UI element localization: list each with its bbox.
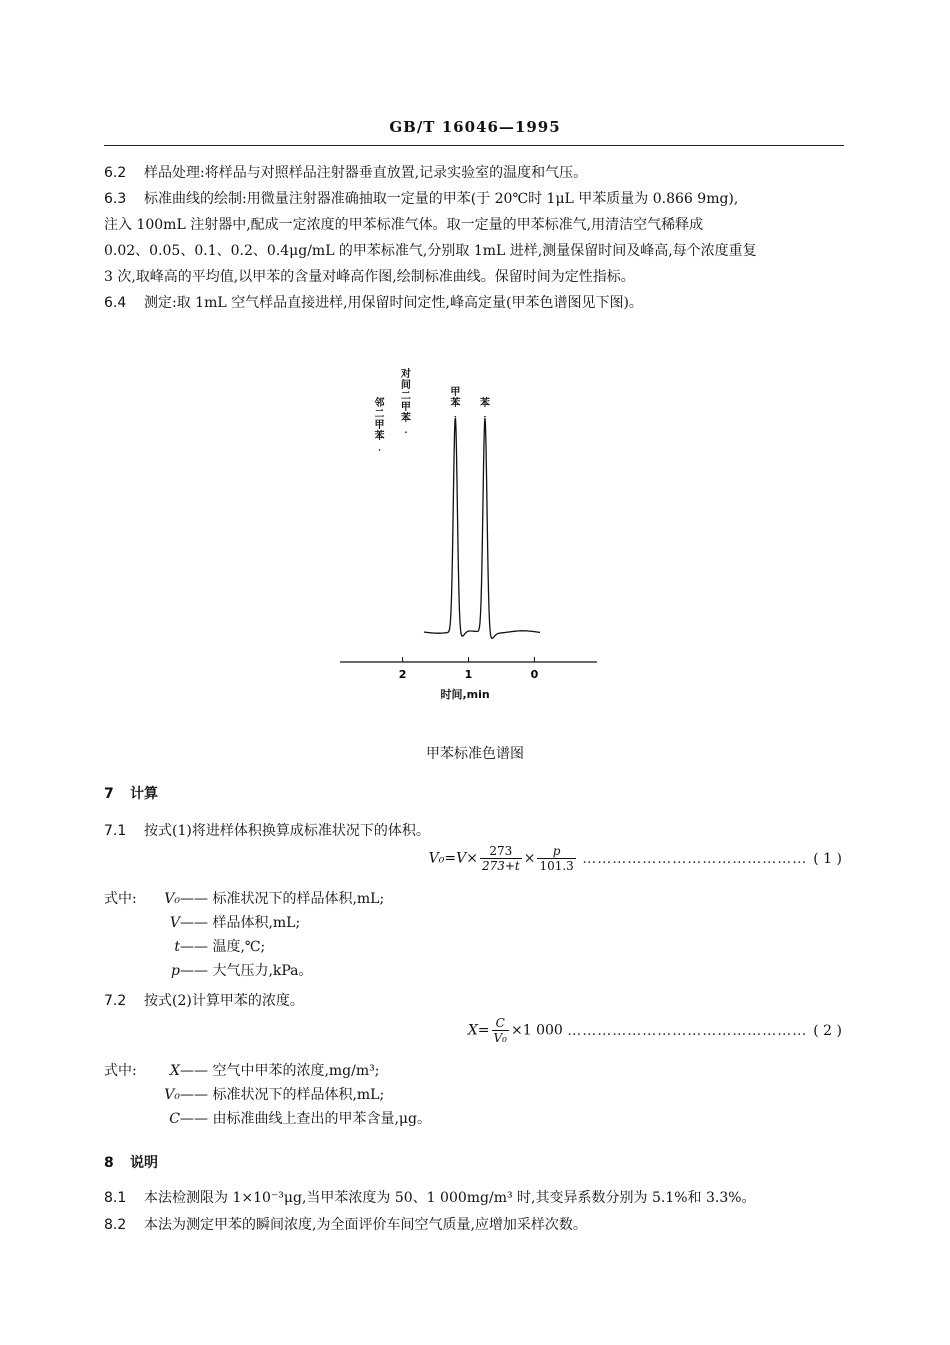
fraction-numerator: 273 bbox=[480, 844, 522, 859]
equation-number: ( 1 ) bbox=[813, 850, 842, 867]
clause-text: 样品处理:将样品与对照样品注射器垂直放置,记录实验室的温度和气压。 bbox=[144, 165, 588, 181]
peak-apex bbox=[484, 416, 486, 418]
peak-label: 邻二甲苯 bbox=[374, 397, 385, 442]
clause-text: 测定:取 1mL 空气样品直接进样,用保留时间定性,峰高定量(甲苯色谱图见下图)。 bbox=[144, 295, 643, 311]
chromatogram-trace bbox=[424, 418, 540, 638]
paragraph-6-3-line2: 注入 100mL 注射器中,配成一定浓度的甲苯标准气体。取一定量的甲苯标准气,用清洁空气稀释成 bbox=[104, 217, 704, 233]
where-description: —— 标准状况下的样品体积,mL; bbox=[180, 1087, 385, 1103]
clause-number: 6.4 bbox=[104, 295, 127, 311]
section-title: 说明 bbox=[130, 1155, 158, 1171]
formula-lhs: X= bbox=[467, 1022, 490, 1039]
fraction-denominator: V₀ bbox=[493, 1031, 507, 1045]
where-definition bbox=[104, 936, 265, 956]
where-symbol: t bbox=[174, 939, 180, 955]
where-symbol: C bbox=[169, 1111, 180, 1127]
peak-label: 苯 bbox=[479, 397, 490, 409]
fraction-concentration bbox=[492, 1016, 509, 1045]
fraction-pressure bbox=[537, 844, 575, 873]
where-definition bbox=[104, 912, 300, 932]
section-8-heading bbox=[104, 1152, 158, 1172]
where-definition bbox=[104, 1060, 379, 1080]
paragraph-6-2 bbox=[104, 162, 587, 182]
fraction-numerator: C bbox=[492, 1016, 509, 1031]
formula-2 bbox=[468, 1016, 842, 1045]
section-title: 计算 bbox=[130, 786, 158, 802]
equation-number: ( 2 ) bbox=[813, 1022, 842, 1039]
paragraph-7-1 bbox=[104, 820, 430, 840]
where-description: —— 温度,℃; bbox=[180, 939, 266, 955]
paragraph-8-2 bbox=[104, 1214, 587, 1234]
clause-number: 6.3 bbox=[104, 191, 127, 207]
clause-number: 8.1 bbox=[104, 1190, 127, 1206]
where-symbol: V₀ bbox=[164, 891, 180, 907]
peak-apex bbox=[379, 449, 381, 451]
where-definition bbox=[104, 1084, 384, 1104]
chromatogram-chart bbox=[0, 370, 950, 710]
formula-1 bbox=[429, 844, 842, 873]
peak-apex bbox=[405, 431, 407, 433]
clause-number: 6.2 bbox=[104, 165, 127, 181]
x-tick-label: 2 bbox=[398, 668, 407, 681]
where-prefix: 式中: bbox=[104, 891, 137, 907]
chromatogram-figure bbox=[0, 370, 950, 710]
where-description: —— 标准状况下的样品体积,mL; bbox=[180, 891, 385, 907]
fraction-numerator: p bbox=[537, 844, 575, 859]
fraction-denominator: 273+t bbox=[481, 859, 520, 873]
peak-apex bbox=[455, 416, 457, 418]
where-definition bbox=[104, 960, 313, 980]
clause-number: 7.1 bbox=[104, 823, 127, 839]
dot-leader: ………………………………………… bbox=[567, 1022, 808, 1039]
where-description: —— 空气中甲苯的浓度,mg/m³; bbox=[180, 1063, 380, 1079]
section-7-heading bbox=[104, 783, 158, 803]
paragraph-6-3-line1 bbox=[104, 188, 738, 208]
where-description: —— 由标准曲线上查出的甲苯含量,μg。 bbox=[180, 1111, 431, 1127]
header-rule bbox=[104, 145, 844, 146]
clause-number: 7.2 bbox=[104, 993, 127, 1009]
where-symbol: V bbox=[169, 915, 180, 931]
clause-text: 本法检测限为 1×10⁻³μg,当甲苯浓度为 50、1 000mg/m³ 时,其变异系数分别为 5.1%和 3.3%。 bbox=[144, 1190, 756, 1206]
where-description: —— 样品体积,mL; bbox=[180, 915, 301, 931]
paragraph-6-3-line3: 0.02、0.05、0.1、0.2、0.4μg/mL 的甲苯标准气,分别取 1mL 进样,测量保留时间及峰高,每个浓度重复 bbox=[104, 243, 757, 259]
chart-title: 甲苯标准色谱图 bbox=[426, 746, 524, 762]
peak-label: 对间二甲苯 bbox=[400, 369, 411, 425]
paragraph-6-3-line4: 3 次,取峰高的平均值,以甲苯的含量对峰高作图,绘制标准曲线。保留时间为定性指标。 bbox=[104, 269, 635, 285]
where-symbol: V₀ bbox=[164, 1087, 180, 1103]
clause-text: 标准曲线的绘制:用微量注射器准确抽取一定量的甲苯(于 20℃时 1μL 甲苯质量为 0.866 9mg), bbox=[144, 191, 739, 207]
standard-code-header: GB/T 16046—1995 bbox=[389, 118, 561, 136]
section-number: 8 bbox=[104, 1155, 114, 1171]
fraction-temperature bbox=[480, 844, 522, 873]
x-axis-label: 时间,min bbox=[440, 688, 490, 701]
where-prefix: 式中: bbox=[104, 1063, 137, 1079]
x-tick-label: 1 bbox=[464, 668, 473, 681]
formula-lhs: V₀=V× bbox=[428, 850, 478, 867]
where-definition bbox=[104, 888, 384, 908]
where-description: —— 大气压力,kPa。 bbox=[180, 963, 313, 979]
times-sign: × bbox=[523, 850, 536, 867]
section-number: 7 bbox=[104, 786, 114, 802]
x-tick-label: 0 bbox=[530, 668, 539, 681]
fraction-denominator: 101.3 bbox=[539, 859, 574, 873]
clause-text: 本法为测定甲苯的瞬间浓度,为全面评价车间空气质量,应增加采样次数。 bbox=[144, 1217, 587, 1233]
clause-text: 按式(1)将进样体积换算成标准状况下的体积。 bbox=[144, 823, 430, 839]
peak-label: 甲苯 bbox=[450, 386, 461, 409]
formula-rhs: ×1 000 bbox=[511, 1022, 563, 1039]
where-symbol: p bbox=[171, 963, 180, 979]
paragraph-7-2 bbox=[104, 990, 304, 1010]
clause-text: 按式(2)计算甲苯的浓度。 bbox=[144, 993, 304, 1009]
paragraph-8-1 bbox=[104, 1187, 756, 1207]
where-symbol: X bbox=[170, 1063, 180, 1079]
where-definition bbox=[104, 1108, 431, 1128]
dot-leader: ……………………………………… bbox=[582, 850, 808, 867]
paragraph-6-4 bbox=[104, 292, 643, 312]
clause-number: 8.2 bbox=[104, 1217, 127, 1233]
